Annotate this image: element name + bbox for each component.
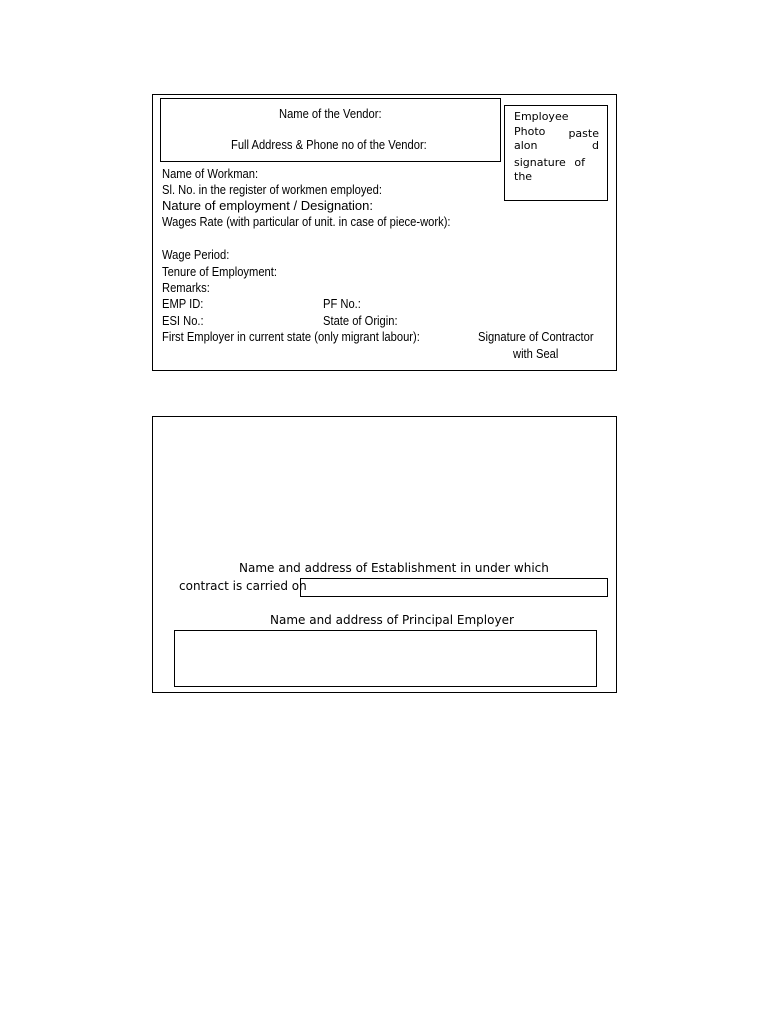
- designation-field: Nature of employment / Designation:: [162, 198, 373, 213]
- employee-photo-box: [504, 105, 608, 201]
- contract-carried-label: contract is carried on: [179, 579, 307, 593]
- state-of-origin-field: State of Origin:: [323, 313, 398, 328]
- pf-no-field: PF No.:: [323, 296, 361, 311]
- photo-box-word: signature: [514, 155, 566, 169]
- esi-no-field: ESI No.:: [162, 313, 204, 328]
- vendor-name-label: Name of the Vendor:: [279, 106, 382, 121]
- tenure-field: Tenure of Employment:: [162, 264, 277, 279]
- wages-rate-field: Wages Rate (with particular of unit. in case of piece-work):: [162, 214, 451, 229]
- photo-box-word: alon: [514, 139, 538, 152]
- id-card-front: [152, 94, 617, 371]
- photo-box-text-line: [514, 139, 599, 154]
- id-card-back: [152, 416, 617, 693]
- wage-period-field: Wage Period:: [162, 247, 230, 262]
- principal-employer-label: Name and address of Principal Employer: [270, 613, 514, 627]
- photo-box-word: paste: [568, 126, 599, 140]
- photo-box-word: Photo: [514, 124, 546, 138]
- contractor-signature-label: Signature of Contractor: [478, 329, 594, 344]
- establishment-field-box: [300, 578, 608, 597]
- photo-box-text-line: the: [514, 170, 533, 183]
- contractor-seal-label: with Seal: [513, 346, 559, 361]
- vendor-address-label: Full Address & Phone no of the Vendor:: [231, 137, 427, 152]
- emp-id-field: EMP ID:: [162, 296, 204, 311]
- photo-box-text-line: [514, 125, 599, 140]
- workman-name-field: Name of Workman:: [162, 166, 259, 181]
- first-employer-field: First Employer in current state (only migrant labour):: [162, 329, 420, 344]
- establishment-label: Name and address of Establishment in under which: [239, 561, 549, 575]
- photo-box-text-line: [514, 156, 599, 171]
- vendor-info-box: [160, 98, 501, 162]
- serial-no-field: Sl. No. in the register of workmen employed:: [162, 182, 382, 197]
- photo-box-word: of: [574, 155, 585, 169]
- remarks-field: Remarks:: [162, 280, 210, 295]
- photo-box-word: d: [592, 139, 599, 152]
- principal-employer-box: [174, 630, 597, 687]
- photo-box-text-line: Employee: [514, 110, 569, 123]
